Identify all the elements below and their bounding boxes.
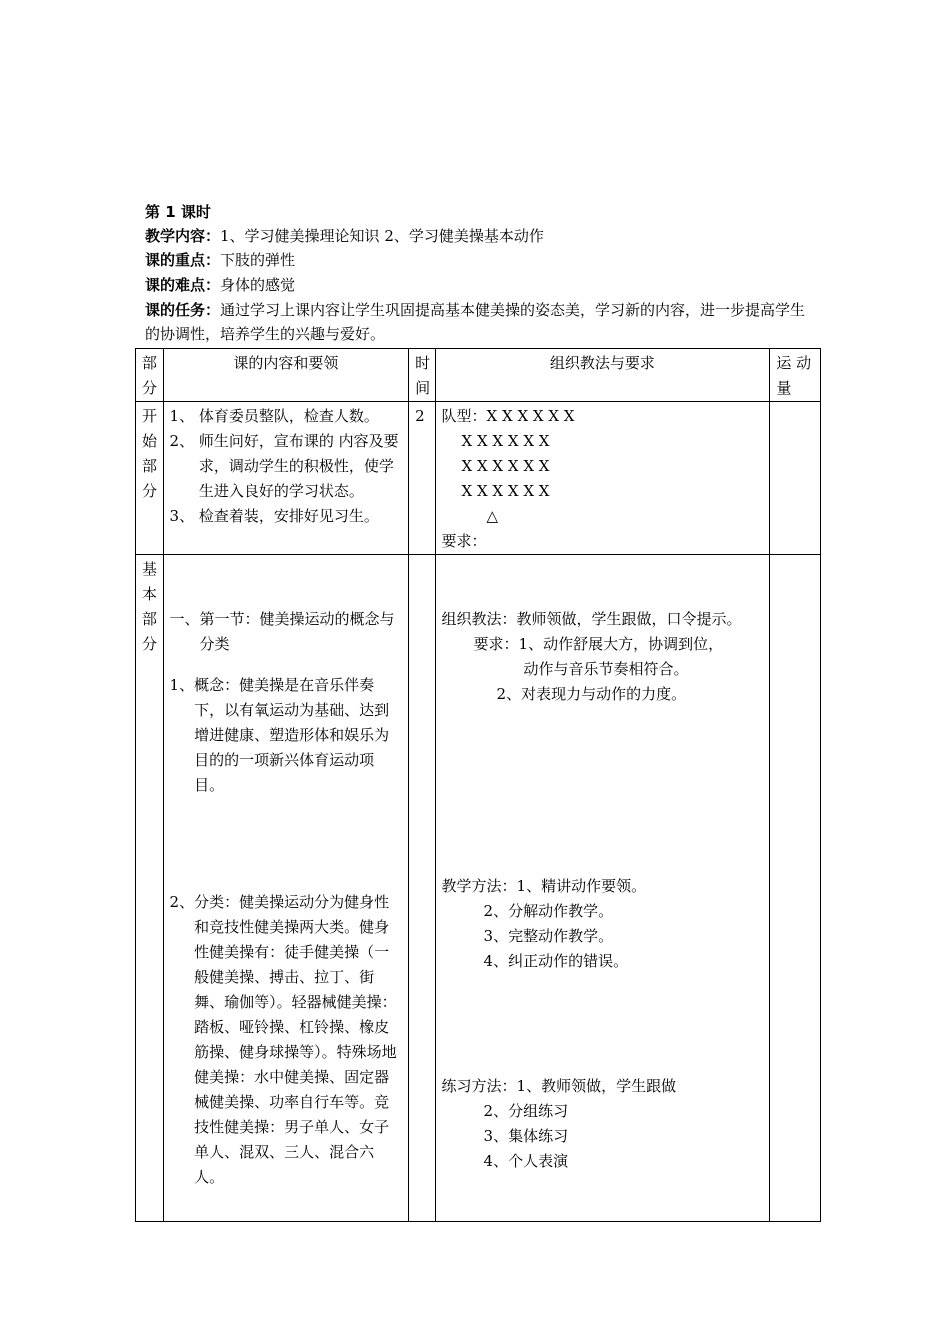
lesson-title: 第 1 课时 (145, 203, 211, 221)
lesson-task: 课的任务：通过学习上课内容让学生巩固提高基本健美操的姿态美，学习新的内容，进一步提高学生的协调性，培养学生的兴趣与爱好。 (145, 301, 806, 343)
organization-method: 组织教法：教师领做，学生跟做，口令提示。 (441, 610, 742, 628)
classification-item: 2、 分类：健美操运动分为健身性和竞技性健美操两大类。健身性健美操有：徒手健美操（一般健美操、搏击、拉丁、街舞、瑜伽等）。轻器械健美操：踏板、哑铃操、杠铃操、橡皮筋操、健身球操等）。特殊场地健美操：水中健美操、固定器械健美操、功率自行车等。竞技性健美操：男子单人、女子单人、混双、三人、混合六人。 (169, 893, 397, 1186)
teaching-step: 3、完整动作教学。 (483, 927, 614, 945)
teaching-method: 教学方法：1、精讲动作要领。 (441, 877, 647, 895)
list-item: 2、 师生问好，宣布课的 内容及要求，调动学生的积极性，使学生进入良好的学习状态。 (169, 432, 399, 500)
start-load-cell (770, 402, 821, 555)
list-item: 1、 体育委员整队，检查人数。 (169, 407, 379, 425)
header-time: 时间 (409, 349, 435, 402)
requirement-line: 2、对表现力与动作的力度。 (496, 685, 687, 703)
header-method: 组织教法与要求 (435, 349, 770, 402)
basic-content-cell (163, 555, 409, 1222)
lesson-difficulty: 课的难点：身体的感觉 (145, 276, 296, 294)
table-header-row (136, 349, 821, 402)
table-row-start (136, 402, 821, 555)
start-content-cell (163, 402, 409, 555)
practice-step: 4、个人表演 (483, 1152, 569, 1170)
basic-time-cell (409, 555, 435, 1222)
teaching-step: 4、纠正动作的错误。 (483, 952, 629, 970)
formation-row: X X X X X X (461, 432, 550, 450)
lesson-key-point: 课的重点：下肢的弹性 (145, 251, 296, 269)
practice-method: 练习方法：1、教师领做，学生跟做 (441, 1077, 677, 1095)
formation-row: X X X X X X (461, 457, 550, 475)
requirement-line: 动作与音乐节奏相符合。 (523, 660, 689, 678)
teacher-triangle-icon: △ (486, 507, 499, 525)
header-part: 部分 (136, 349, 164, 402)
header-load: 运 动量 (770, 349, 821, 402)
basic-method-cell (435, 555, 770, 1222)
header-content: 课的内容和要领 (163, 349, 409, 402)
concept-item: 1、 概念：健美操是在音乐伴奏下，以有氧运动为基础、达到增进健康、塑造形体和娱乐为目的的一项新兴体育运动项目。 (169, 676, 390, 794)
list-item: 3、 检查着装，安排好见习生。 (169, 507, 379, 525)
formation-row: 队型：X X X X X X (441, 407, 575, 425)
start-part-cell: 开 始 部 分 (136, 402, 164, 555)
basic-part-cell: 基 本 部 分 (136, 555, 164, 1222)
basic-load-cell (770, 555, 821, 1222)
requirement-line: 要求：1、动作舒展大方，协调到位， (473, 635, 724, 653)
lesson-plan-table (135, 348, 821, 1222)
section-heading: 一、 第一节：健美操运动的概念与分类 (169, 610, 395, 653)
table-row-basic (136, 555, 821, 1222)
practice-step: 3、集体练习 (483, 1127, 569, 1145)
formation-row: X X X X X X (461, 482, 550, 500)
teaching-step: 2、分解动作教学。 (483, 902, 614, 920)
practice-step: 2、分组练习 (483, 1102, 569, 1120)
start-requirement: 要求： (441, 532, 487, 550)
teaching-content: 教学内容：1、学习健美操理论知识 2、学习健美操基本动作 (145, 227, 544, 245)
start-time-cell: 2 (409, 402, 435, 555)
start-method-cell (435, 402, 770, 555)
